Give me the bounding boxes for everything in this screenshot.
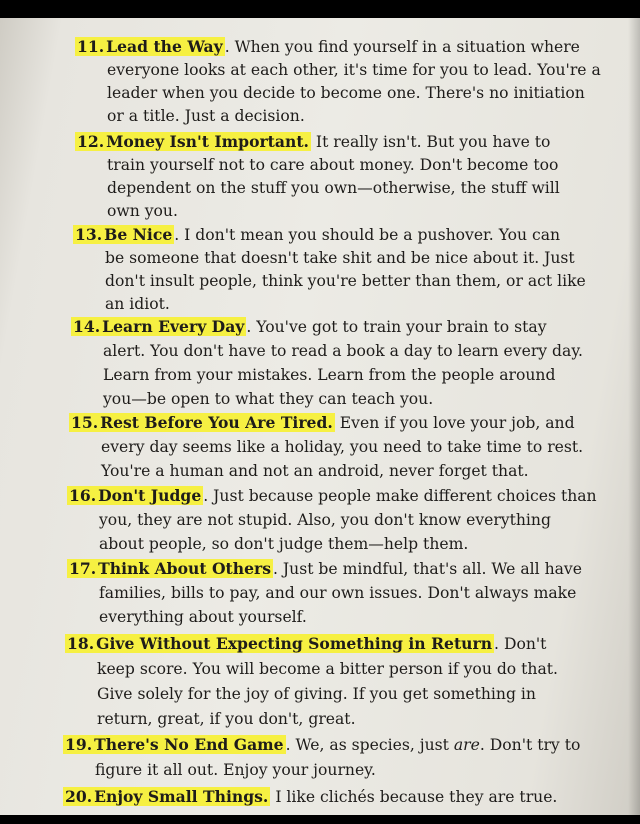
rule-text: everyone looks at each other, it's time for you to lead. You're a <box>107 61 601 79</box>
rule-text: You're a human and not an android, never forget that. <box>101 462 529 480</box>
rule-number: 11. <box>77 37 105 56</box>
rule-line <box>63 734 580 756</box>
rule-line <box>67 485 597 507</box>
bottom-black-bar <box>0 815 640 824</box>
rule-title: Enjoy Small Things. <box>94 787 269 806</box>
rule-text: figure it all out. Enjoy your journey. <box>95 761 376 779</box>
rule-number: 16. <box>69 486 97 505</box>
rule-title: Lead the Way <box>106 37 223 56</box>
rule-line <box>69 412 575 434</box>
rule-number: 17. <box>69 559 97 578</box>
rule-number: 18. <box>67 634 95 653</box>
rule-text: own you. <box>107 202 178 220</box>
rule-title: Think About Others <box>98 559 271 578</box>
rule-number: 14. <box>73 317 101 336</box>
rule-text: . Don't <box>494 635 547 653</box>
rule-text: families, bills to pay, and our own issues. Don't always make <box>99 584 577 602</box>
rule-text: . We, as species, just <box>285 736 454 754</box>
rule-text: Give solely for the joy of giving. If you get something in <box>97 685 536 703</box>
rule-text: every day seems like a holiday, you need to take time to rest. <box>101 438 584 456</box>
rule-text: dependent on the stuff you own—otherwise, the stuff will <box>107 179 560 197</box>
rule-number: 12. <box>77 132 105 151</box>
rule-line <box>73 224 560 246</box>
rule-title: Learn Every Day <box>102 317 245 336</box>
rule-title: Be Nice <box>104 225 173 244</box>
rule-text: . Just because people make different choices than <box>203 487 597 505</box>
rule-text: . When you find yourself in a situation where <box>224 38 580 56</box>
rule-text: . Just be mindful, that's all. We all have <box>273 560 582 578</box>
rule-text: . Don't try to <box>479 736 581 754</box>
rule-text: leader when you decide to become one. There's no initiation <box>107 84 585 102</box>
rule-text: don't insult people, think you're better than them, or act like <box>105 272 586 290</box>
rule-text: you—be open to what they can teach you. <box>103 390 434 408</box>
rule-text: . You've got to train your brain to stay <box>246 318 547 336</box>
rule-text: alert. You don't have to read a book a day to learn every day. <box>103 342 584 360</box>
rule-title: There's No End Game <box>94 735 284 754</box>
rule-line <box>75 131 550 153</box>
rule-text: you, they are not stupid. Also, you don't know everything <box>99 511 551 529</box>
rule-number: 20. <box>65 787 93 806</box>
rule-text: keep score. You will become a bitter person if you do that. <box>97 660 558 678</box>
rule-number: 19. <box>65 735 93 754</box>
rule-text: everything about yourself. <box>99 608 307 626</box>
rule-italic-word: are <box>453 736 480 754</box>
rule-text: . I don't mean you should be a pushover. You can <box>174 226 561 244</box>
rule-text: Learn from your mistakes. Learn from the people around <box>103 366 556 384</box>
rule-number: 15. <box>71 413 99 432</box>
rule-text: I like clichés because they are true. <box>270 788 558 806</box>
rule-title: Rest Before You Are Tired. <box>100 413 333 432</box>
rule-text: an idiot. <box>105 295 170 313</box>
rule-title: Give Without Expecting Something in Return <box>96 634 493 653</box>
rule-text: Even if you love your job, and <box>334 414 575 432</box>
rule-title: Money Isn't Important. <box>106 132 309 151</box>
rule-text: be someone that doesn't take shit and be nice about it. Just <box>105 249 575 267</box>
rule-text: about people, so don't judge them—help them. <box>99 535 469 553</box>
rule-text: train yourself not to care about money. Don't become too <box>107 156 559 174</box>
rule-line <box>63 786 557 808</box>
rule-title: Don't Judge <box>98 486 202 505</box>
rule-line <box>65 633 546 655</box>
rule-text: return, great, if you don't, great. <box>97 710 356 728</box>
book-page <box>0 18 640 824</box>
rule-number: 13. <box>75 225 103 244</box>
rule-line <box>71 316 547 338</box>
rule-text: It really isn't. But you have to <box>310 133 551 151</box>
top-black-bar <box>0 0 640 18</box>
rule-text: or a title. Just a decision. <box>107 107 305 125</box>
rule-line <box>75 36 580 58</box>
rule-line <box>67 558 582 580</box>
